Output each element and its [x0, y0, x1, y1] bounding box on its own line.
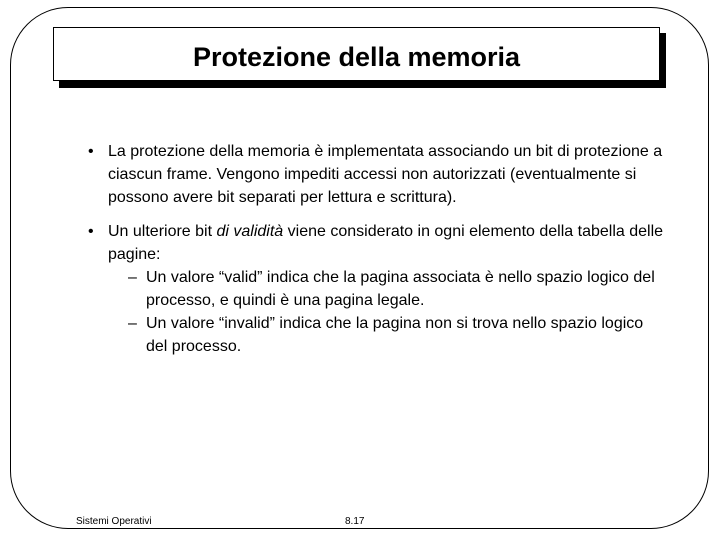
subitem-list [108, 266, 668, 358]
subitem [108, 266, 668, 312]
slide-content [88, 140, 668, 358]
subitem [108, 312, 668, 358]
bullet-text: La protezione della memoria è implementata associando un bit di protezione a ciascun frame. Vengono impediti accessi non autorizzati (eventualmente si possono avere bit separati per lettura e scrittura). [108, 143, 663, 206]
bullet-text-italic: di validità [216, 223, 284, 240]
subitem-text: Un valore “valid” indica che la pagina associata è nello spazio logico del processo, e quindi è una pagina legale. [146, 269, 655, 309]
footer-course: Sistemi Operativi [76, 516, 152, 527]
bullet-item [88, 140, 668, 209]
dash-symbol: – [128, 269, 137, 286]
bullet-text-before: Un ulteriore bit [108, 223, 217, 240]
subitem-text: Un valore “invalid” indica che la pagina non si trova nello spazio logico del processo. [146, 315, 644, 355]
bullet-symbol: • [88, 143, 94, 160]
footer-page-number: 8.17 [345, 516, 365, 527]
slide-title: Protezione della memoria [192, 42, 521, 72]
dash-symbol: – [128, 315, 137, 332]
bullet-symbol: • [88, 223, 94, 240]
bullet-item [88, 220, 668, 358]
bullet-text-after: viene considerato in ogni elemento della tabella delle pagine: [108, 223, 664, 263]
